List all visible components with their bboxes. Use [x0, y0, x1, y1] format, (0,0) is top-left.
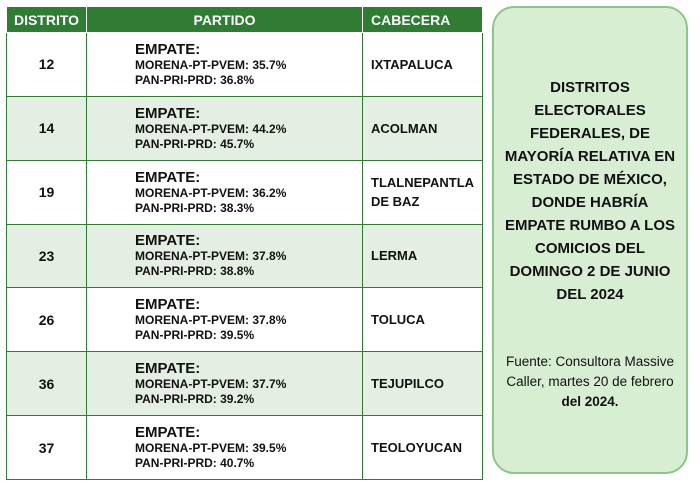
source-note	[502, 352, 678, 412]
partido-cell	[87, 224, 363, 288]
morena-result: MORENA-PT-PVEM: 36.2%	[135, 185, 287, 200]
partido-cell	[87, 352, 363, 416]
morena-result: MORENA-PT-PVEM: 37.8%	[135, 313, 287, 328]
empate-label: EMPATE:	[135, 360, 201, 378]
empate-label: EMPATE:	[135, 232, 201, 250]
distrito-cell: 36	[7, 352, 87, 416]
pan-result: PAN-PRI-PRD: 40.7%	[135, 456, 255, 471]
morena-result: MORENA-PT-PVEM: 39.5%	[135, 441, 287, 456]
cabecera-line1: LERMA	[371, 248, 418, 264]
table-row	[7, 288, 483, 352]
empate-label: EMPATE:	[135, 40, 201, 58]
districts-table	[6, 6, 483, 480]
distrito-cell: 14	[7, 96, 87, 160]
empate-label: EMPATE:	[135, 104, 201, 122]
distrito-cell: 23	[7, 224, 87, 288]
pan-result: PAN-PRI-PRD: 39.2%	[135, 392, 255, 407]
morena-result: MORENA-PT-PVEM: 35.7%	[135, 57, 287, 72]
morena-result: MORENA-PT-PVEM: 37.8%	[135, 249, 287, 264]
cabecera-cell	[363, 33, 483, 97]
header-distrito: DISTRITO	[7, 7, 87, 33]
table-row	[7, 416, 483, 480]
distrito-cell: 19	[7, 160, 87, 224]
header-partido: PARTIDO	[87, 7, 363, 33]
pan-result: PAN-PRI-PRD: 38.3%	[135, 200, 255, 215]
cabecera-line1: TOLUCA	[371, 312, 425, 328]
cabecera-cell	[363, 352, 483, 416]
table-row	[7, 160, 483, 224]
pan-result: PAN-PRI-PRD: 36.8%	[135, 72, 255, 87]
info-box-title: DISTRITOS ELECTORALES FEDERALES, DE MAYORÍA RELATIVA EN ESTADO DE MÉXICO, DONDE HABRÍA EMPATE RUMBO A LOS COMICIOS DEL DOMINGO 2 DE JUNIO DEL 2024	[504, 79, 676, 303]
cabecera-cell	[363, 224, 483, 288]
cabecera-line1: TLALNEPANTLA	[371, 175, 475, 191]
distrito-cell: 12	[7, 33, 87, 97]
partido-cell	[87, 288, 363, 352]
cabecera-cell	[363, 416, 483, 480]
cabecera-cell	[363, 96, 483, 160]
cabecera-line1: TEJUPILCO	[371, 376, 444, 392]
cabecera-cell	[363, 160, 483, 224]
pan-result: PAN-PRI-PRD: 45.7%	[135, 136, 255, 151]
source-text: Fuente: Consultora Massive Caller, martes 20 de febrero	[505, 354, 675, 389]
distrito-cell: 26	[7, 288, 87, 352]
distrito-cell: 37	[7, 416, 87, 480]
partido-cell	[87, 160, 363, 224]
table-row	[7, 224, 483, 288]
table-row	[7, 96, 483, 160]
table-row	[7, 352, 483, 416]
source-year: del 2024.	[561, 394, 619, 409]
morena-result: MORENA-PT-PVEM: 37.7%	[135, 377, 287, 392]
empate-label: EMPATE:	[135, 168, 201, 186]
empate-label: EMPATE:	[135, 296, 201, 314]
pan-result: PAN-PRI-PRD: 38.8%	[135, 264, 255, 279]
header-cabecera: CABECERA	[363, 7, 483, 33]
cabecera-line1: TEOLOYUCAN	[371, 440, 462, 456]
cabecera-line1: ACOLMAN	[371, 120, 438, 136]
partido-cell	[87, 416, 363, 480]
table-row	[7, 33, 483, 97]
pan-result: PAN-PRI-PRD: 39.5%	[135, 328, 255, 343]
partido-cell	[87, 96, 363, 160]
morena-result: MORENA-PT-PVEM: 44.2%	[135, 121, 287, 136]
table-header-row	[7, 7, 483, 33]
cabecera-line1: IXTAPALUCA	[371, 56, 453, 72]
cabecera-line2: DE BAZ	[371, 194, 420, 210]
info-box	[492, 6, 688, 474]
cabecera-cell	[363, 288, 483, 352]
partido-cell	[87, 33, 363, 97]
empate-label: EMPATE:	[135, 424, 201, 442]
